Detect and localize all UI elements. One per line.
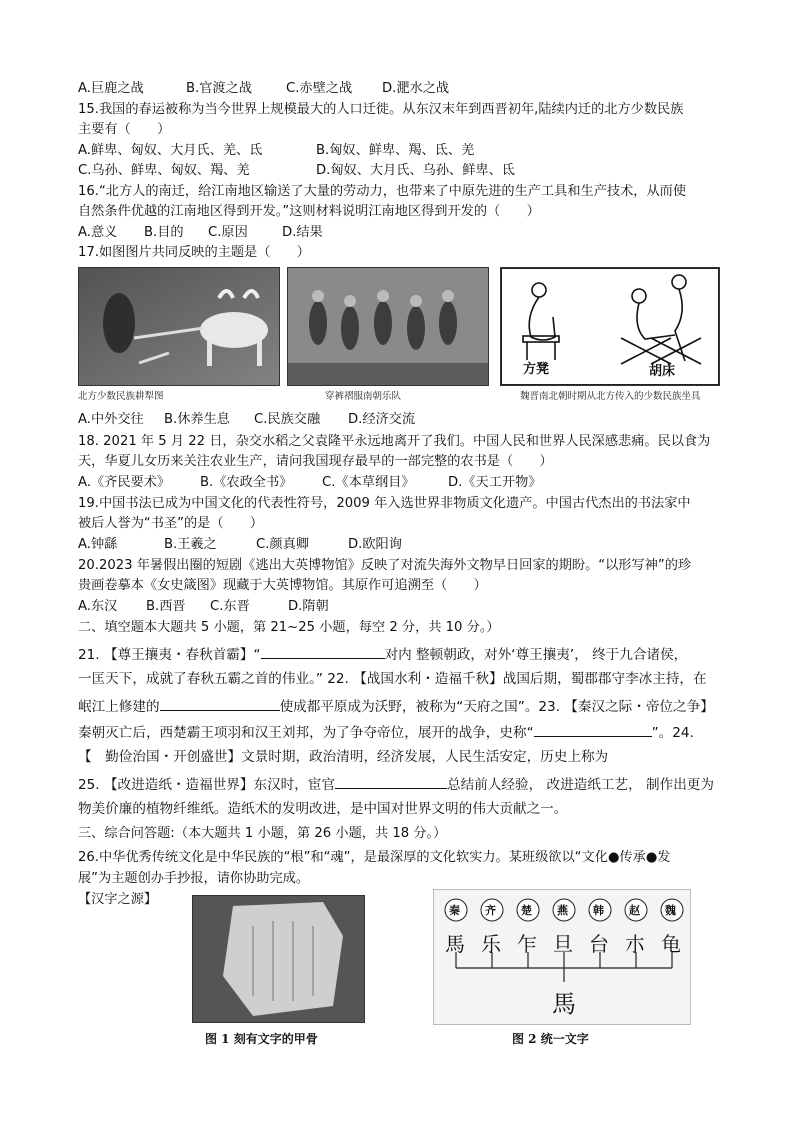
q19-stem-line2: 被后人誉为“书圣”的是（ ） [78,516,264,531]
q22-prefix: 岷江上修建的 [78,699,160,715]
q18-stem-line2: 天，华夏儿女历来关注农业生产，请问我国现存最早的一部完整的农书是（ ） [78,454,553,469]
q17-caption-1: 北方少数民族耕犁图 [78,391,164,402]
glyph-zhao: 朩 [625,932,645,956]
q21-prefix: 21. 【尊王攘夷・春秋首霸】“ [78,647,261,663]
q23-suffix: ”。24. [651,725,694,741]
q15-option-d: D.匈奴、大月氏、乌孙、鲜卑、氐 [316,163,515,178]
q15-stem-line2: 主要有（ ） [78,122,171,137]
state-zhao: 赵 [629,904,640,917]
q16-option-b: B.目的 [144,225,184,240]
q17-caption-3: 魏晋南北朝时期从北方传入的少数民族坐具 [520,391,701,402]
fig2-caption: 图 2 统一文字 [512,1032,589,1046]
state-qin: 秦 [449,904,460,917]
q18-option-c: C.《本草纲目》 [322,475,415,490]
section2-heading: 二、填空题本大题共 5 小题，第 21~25 小题，每空 2 分，共 10 分。） [78,620,500,635]
q15-option-c: C.乌孙、鲜卑、匈奴、羯、羌 [78,163,250,178]
nomadic-furniture-image [500,267,720,386]
q20-option-a: A.东汉 [78,599,118,614]
q16-option-c: C.原因 [208,225,248,240]
glyph-chu: 乍 [517,932,537,956]
q14-option-c: C.赤壁之战 [286,81,353,96]
glyph-yan: 旦 [553,932,573,956]
q25-blank[interactable] [335,774,447,789]
q19-option-a: A.钟繇 [78,537,118,552]
q16-option-d: D.结果 [282,225,323,240]
q14-option-b: B.官渡之战 [186,81,252,96]
section3-heading: 三、综合问答题:（本大题共 1 小题，第 26 小题，共 18 分。） [78,826,447,841]
q18-option-b: B.《农政全书》 [200,475,293,490]
q15-option-b: B.匈奴、鲜卑、羯、氐、羌 [316,143,475,158]
q14-option-a: A.巨鹿之战 [78,81,144,96]
fill-line-5: 【 勤俭治国・开创盛世】文景时期，政治清明，经济发展，人民生活安定，历史上称为 [78,749,609,765]
q18-stem-line1: 18. 2021 年 5 月 22 日，杂交水稻之父袁隆平永远地离开了我们。中国人民和世界人民深感悲痛。民以食为 [78,434,711,449]
q18-option-d: D.《天工开物》 [448,475,542,490]
q16-stem-line2: 自然条件优越的江南地区得到开发。”这则材料说明江南地区得到开发的（ ） [78,204,540,219]
fill-line-2: 一匡天下，成就了春秋五霸之首的伟业。” 22. 【战国水利・造福千秋】战国后期，蜀郡郡守李冰主持，在 [78,671,707,687]
oracle-bone-image [192,895,365,1023]
q19-option-d: D.欧阳询 [348,537,402,552]
q23-blank[interactable] [534,722,652,737]
state-wei: 魏 [665,904,676,917]
q18-option-a: A.《齐民要术》 [78,475,171,490]
q17-stem: 17.如图图片共同反映的主题是（ ） [78,245,310,260]
q17-option-c: C.民族交融 [254,412,321,427]
q21-blank[interactable] [261,644,385,659]
q25-suffix: 总结前人经验， 改进造纸工艺， 制作出更为 [447,777,714,793]
q15-option-a: A.鲜卑、匈奴、大月氏、羌、氐 [78,143,263,158]
q17-option-a: A.中外交往 [78,412,144,427]
unified-script-diagram [433,889,691,1025]
state-qi: 齐 [485,904,496,917]
fill-line-4 [78,722,694,743]
state-han: 韩 [593,904,604,917]
q22-suffix: 使成都平原成为沃野，被称为“天府之国”。23. 【秦汉之际・帝位之争】 [279,699,714,715]
q15-stem-line1: 15.我国的春运被称为当今世界上规模最大的人口迁徙。从东汉末年到西晋初年,陆续内迁的北方少数民族 [78,102,684,117]
glyph-qi: 乐 [481,932,501,956]
folding-chair-label: 胡床 [649,364,676,379]
q22-blank[interactable] [160,696,280,711]
q20-stem-line2: 贵画卷摹本《女史箴图》现藏于大英博物馆。其原作可追溯至（ ） [78,578,487,593]
q26-subheading: 【汉字之源】 [78,892,158,907]
glyph-wei: 龟 [661,932,681,956]
q19-option-c: C.颜真卿 [256,537,309,552]
q20-option-b: B.西晋 [146,599,186,614]
stool-label: 方凳 [523,362,550,377]
plowing-mural-image [78,267,280,386]
q17-caption-2: 穿裤褶服南朝乐队 [325,391,402,402]
q19-stem-line1: 19.中国书法已成为中国文化的代表性符号，2009 年入选世界非物质文化遗产。中国古代杰出的书法家中 [78,496,691,511]
fill-line-1 [78,644,687,665]
fill-line-7: 物美价廉的植物纤维纸。造纸术的发明改进，是中国对世界文明的伟大贡献之一。 [78,801,568,817]
q25-prefix: 25. 【改进造纸・造福世界】东汉时，宦官 [78,777,336,793]
q16-option-a: A.意义 [78,225,118,240]
fill-line-3 [78,696,714,717]
q17-option-d: D.经济交流 [348,412,416,427]
state-yan: 燕 [557,904,568,917]
glyph-qin: 馬 [445,932,465,956]
southern-dynasty-band-image [287,267,489,386]
q20-option-d: D.隋朝 [288,599,329,614]
fill-line-6 [78,774,714,795]
q23-prefix: 秦朝灭亡后，西楚霸王项羽和汉王刘邦，为了争夺帝位，展开的战争，史称“ [78,725,534,741]
fig1-caption: 图 1 刻有文字的甲骨 [205,1032,318,1046]
q14-option-d: D.淝水之战 [382,81,450,96]
q20-stem-line1: 20.2023 年暑假出圈的短剧《逃出大英博物馆》反映了对流失海外文物早日回家的期盼。“以形写神”的珍 [78,558,692,573]
q20-option-c: C.东晋 [210,599,250,614]
q26-stem-line1: 26.中华优秀传统文化是中华民族的“根”和“魂”，是最深厚的文化软实力。某班级欲以“文化●传承●发 [78,850,671,865]
q21-suffix: 对内 整顿朝政，对外‘尊王攘夷’， 终于九合诸侯， [384,647,688,663]
q26-stem-line2: 展”为主题创办手抄报，请你协助完成。 [78,871,310,886]
state-chu: 楚 [521,904,532,917]
q17-option-b: B.休养生息 [164,412,230,427]
unified-glyph: 馬 [552,990,576,1018]
q19-option-b: B.王羲之 [164,537,217,552]
q16-stem-line1: 16.“北方人的南迁，给江南地区输送了大量的劳动力，也带来了中原先进的生产工具和生产技术，从而使 [78,184,687,199]
glyph-han: 台 [589,932,609,956]
